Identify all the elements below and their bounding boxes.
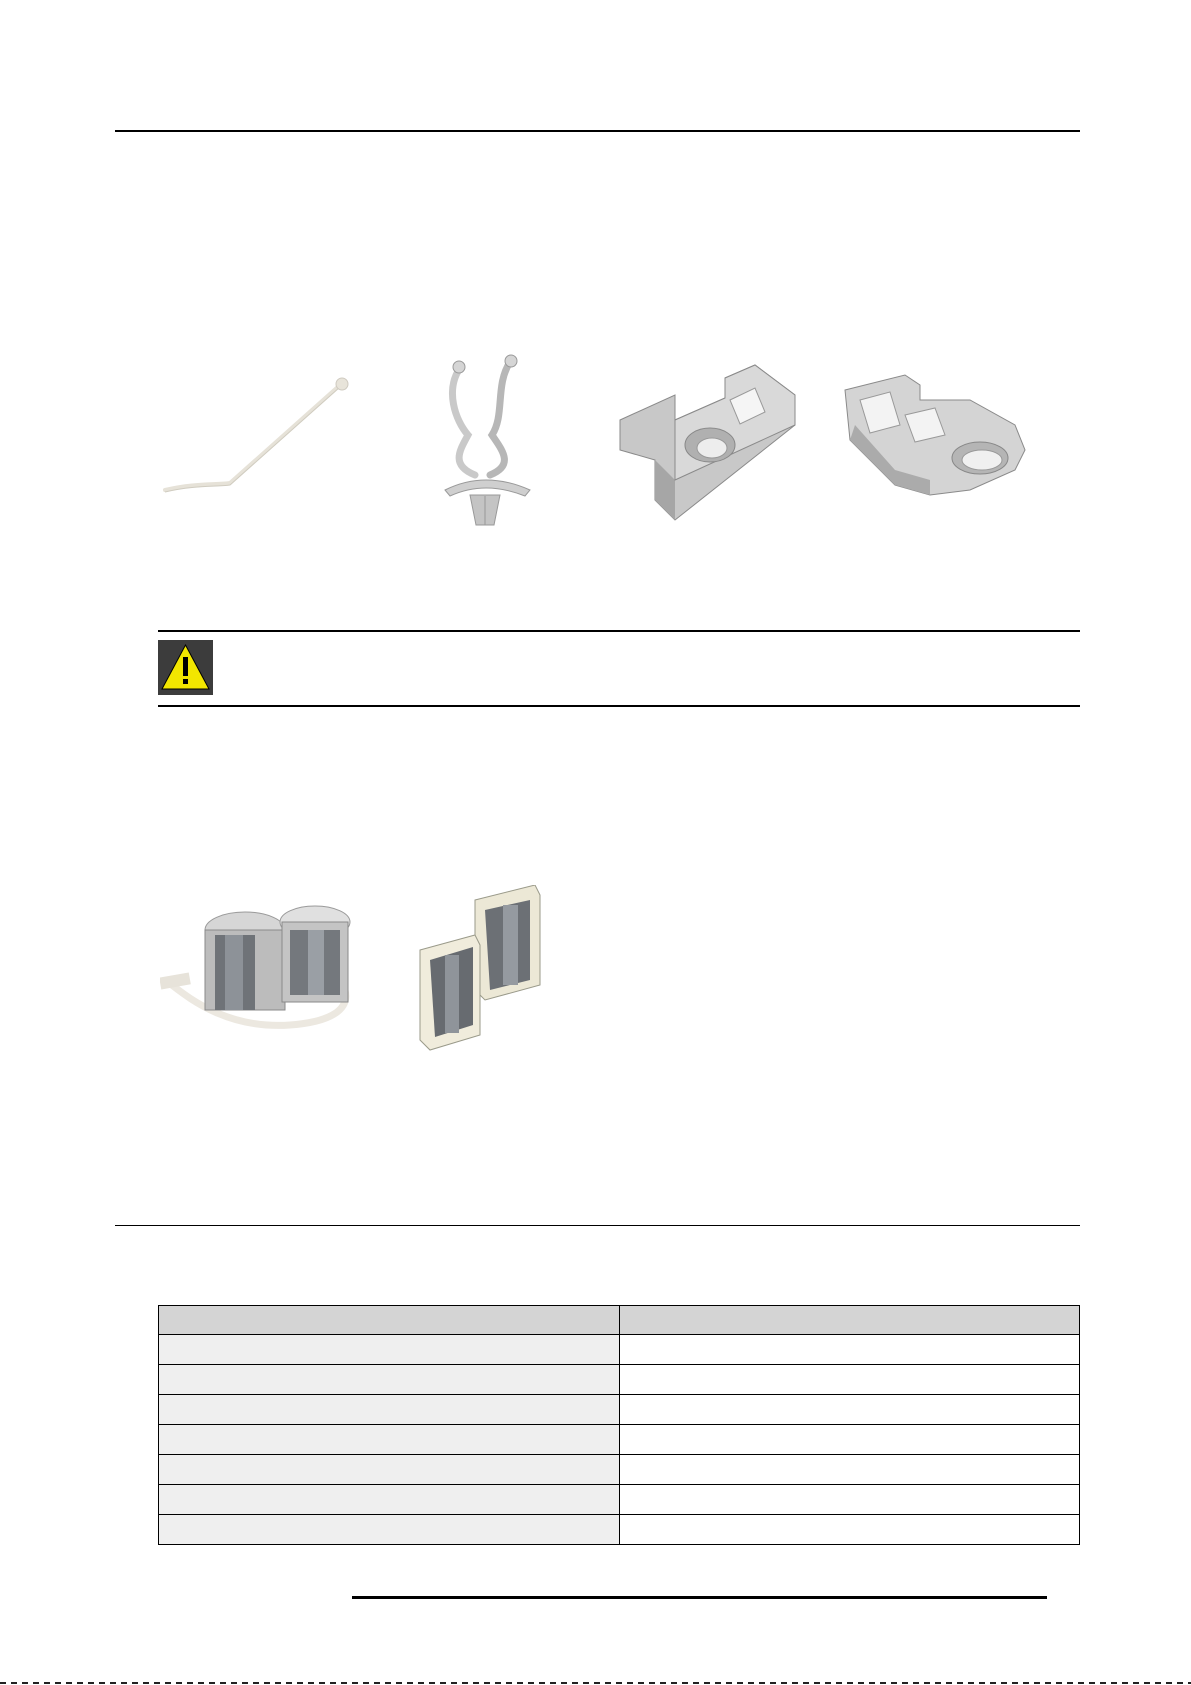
table-row (159, 1455, 1080, 1485)
table-cell (159, 1485, 620, 1515)
ferrite-clamp-pair-icon (415, 885, 550, 1060)
table-cell (620, 1365, 1080, 1395)
section-rule (115, 1225, 1080, 1226)
table-cell (159, 1515, 620, 1545)
ferrite-clamp-open-icon (160, 900, 375, 1040)
header-rule (115, 130, 1080, 132)
table-cell (620, 1485, 1080, 1515)
screw-mount-icon (840, 370, 1030, 510)
table-cell (620, 1395, 1080, 1425)
table-cell (159, 1455, 620, 1485)
table-header-cell (159, 1306, 620, 1335)
push-mount-clip-icon (430, 350, 540, 530)
table-cell (159, 1425, 620, 1455)
table-row (159, 1395, 1080, 1425)
page-bottom-edge (0, 1680, 1191, 1685)
table-cell (620, 1335, 1080, 1365)
table-cell (620, 1425, 1080, 1455)
table-row (159, 1365, 1080, 1395)
table-cell (159, 1365, 620, 1395)
caution-bottom-rule (158, 705, 1080, 707)
footer-rule (352, 1596, 1047, 1599)
table-cell (620, 1455, 1080, 1485)
table-row (159, 1485, 1080, 1515)
table-row (159, 1335, 1080, 1365)
caution-box (158, 630, 1080, 706)
table-row (159, 1425, 1080, 1455)
table-header-cell (620, 1306, 1080, 1335)
table-cell (159, 1335, 620, 1365)
table-header-row (159, 1306, 1080, 1335)
saddle-mount-icon (615, 360, 805, 525)
table-cell (159, 1395, 620, 1425)
table-row (159, 1515, 1080, 1545)
cable-tie-icon (155, 375, 355, 505)
spec-table (158, 1305, 1080, 1545)
caution-warning-icon (158, 640, 213, 695)
table-cell (620, 1515, 1080, 1545)
